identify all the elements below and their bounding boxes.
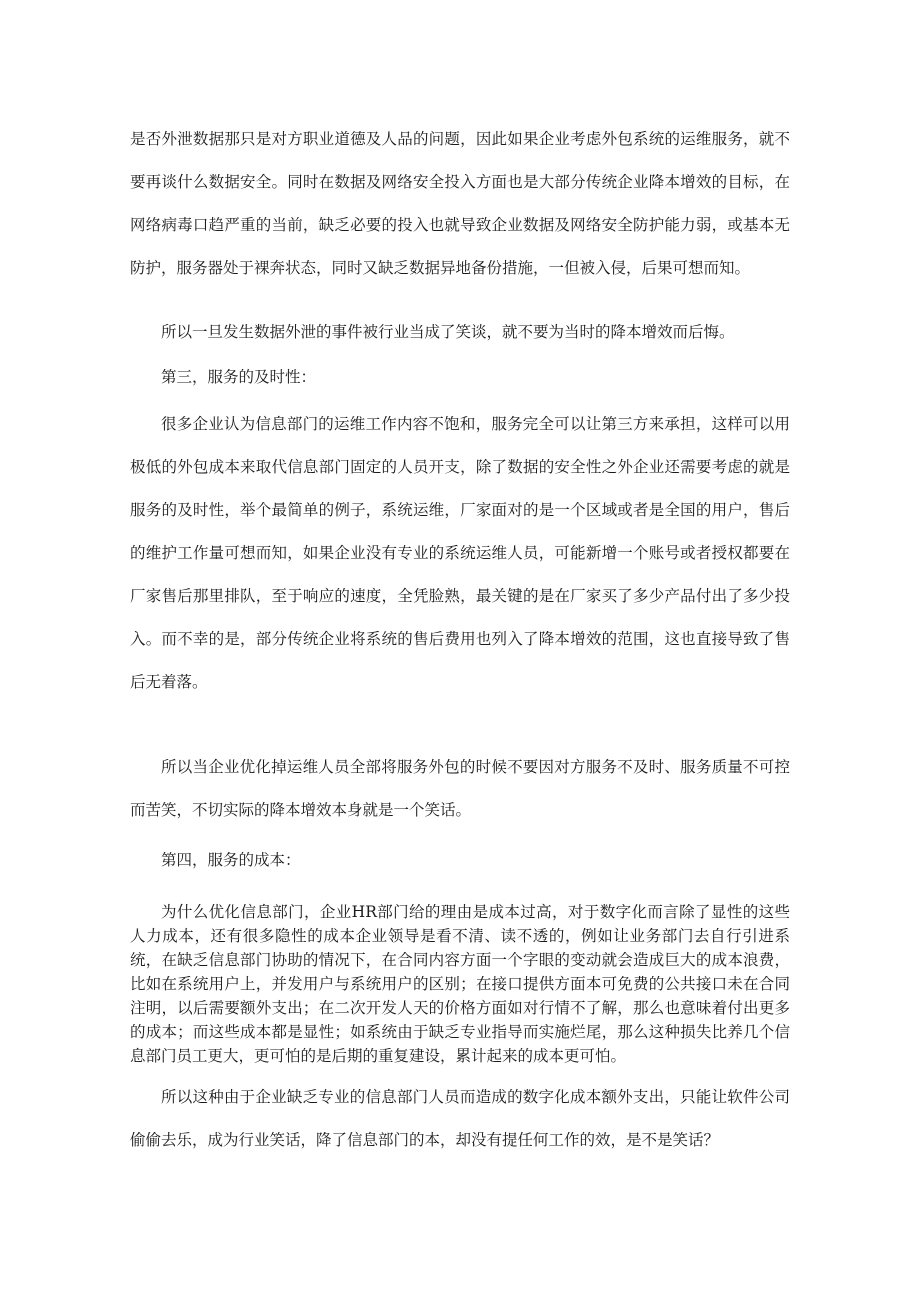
paragraph-outsourcing-joke: 所以当企业优化掉运维人员全部将服务外包的时候不要因对方服务不及时、服务质量不可控而苦笑，不切实际的降本增效本身就是一个笑话。 <box>130 758 790 819</box>
paragraph-data-leak-regret: 所以一旦发生数据外泄的事件被行业当成了笑谈，就不要为当时的降本增效而后悔。 <box>161 323 735 341</box>
paragraph-data-security-continued: 是否外泄数据那只是对方职业道德及人品的问题，因此如果企业考虑外包系统的运维服务，就不要再谈什么数据安全。同时在数据及网络安全投入方面也是大部分传统企业降本增效的目标，在网络病毒口趋严重的当前，缺乏必要的投入也就导致企业数据及网络安全防护能力弱，或基本无防护，服务器处于裸奔状态，同时又缺乏数据异地备份措施，一但被入侵，后果可想而知。 <box>130 130 790 277</box>
paragraph-service-cost: 为什么优化信息部门，企业HR部门给的理由是成本过高，对于数字化而言除了显性的这些人力成本，还有很多隐性的成本企业领导是看不清、读不透的，例如让业务部门去自行引进系统，在缺乏信息部门协助的情况下，在合同内容方面一个字眼的变动就会造成巨大的成本浪费，比如在系统用户上，并发用户与系统用户的区别；在接口提供方面本可免费的公共接口未在合同注明，以后需要额外支出；在二次开发人天的价格方面如对行情不了解，那么也意味着付出更多的成本；而这些成本都是显性；如系统由于缺乏专业指导而实施烂尾，那么这种损失比养几个信息部门员工更大，更可怕的是后期的重复建设，累计起来的成本更可怕。 <box>130 903 790 1065</box>
paragraph-service-timeliness: 很多企业认为信息部门的运维工作内容不饱和，服务完全可以让第三方来承担，这样可以用极低的外包成本来取代信息部门固定的人员开支，除了数据的安全性之外企业还需要考虑的就是服务的及时性，举个最简单的例子，系统运维，厂家面对的是一个区域或者是全国的用户，售后的维护工作量可想而知，如果企业没有专业的系统运维人员，可能新增一个账号或者授权都要在厂家售后那里排队，至于响应的速度，全凭脸熟，最关键的是在厂家买了多少产品付出了多少投入。而不幸的是，部分传统企业将系统的售后费用也列入了降本增效的范围，这也直接导致了售后无着落。 <box>130 415 790 691</box>
heading-service-cost: 第四，服务的成本： <box>161 851 301 869</box>
heading-service-timeliness: 第三，服务的及时性： <box>161 368 317 386</box>
paragraph-conclusion: 所以这种由于企业缺乏专业的信息部门人员而造成的数字化成本额外支出，只能让软件公司偷偷去乐，成为行业笑话，降了信息部门的本，却没有提任何工作的效，是不是笑话？ <box>130 1088 790 1149</box>
